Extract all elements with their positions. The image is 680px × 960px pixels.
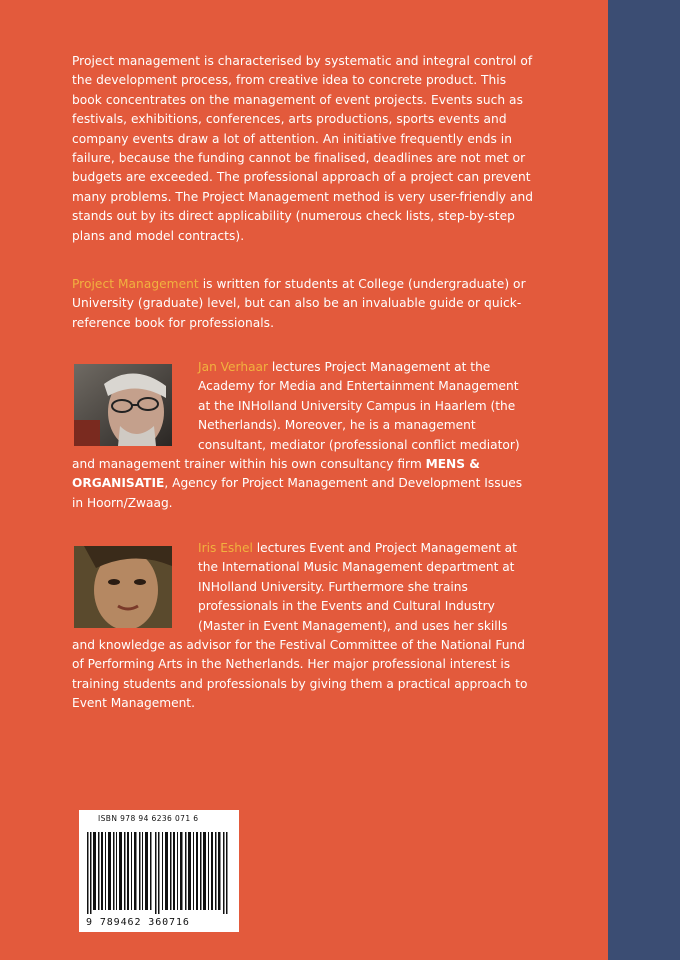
barcode-icon	[87, 832, 231, 914]
author1-firm: MENS & ORGANISATIE	[72, 457, 480, 491]
intro-text: Project management is characterised by systematic and integral control of the development process, from creative idea to concrete product. This book concentrates on the management of event projects. Events such as festivals, exhibitions, conferences, arts productions, sports events and company events draw a lot of attention. An initiative frequently ends in failure, because the funding cannot be finalised, deadlines are not met or budgets are exceeded. The professional approach of a project can prevent many problems. The Project Management method is very user-friendly and stands out by its direct applicability (numerous check lists, step-by-step plans and model contracts).	[72, 54, 534, 243]
author2-text: lectures Event and Project Management at the International Music Management department at INHolland University. Furthermore she trains professionals in the Events and Cultural Industry (Master in Event Management), and uses her skills and knowledge as advisor for the Festival Committee of the National Fund of Performing Arts in the Netherlands. Her major professional interest is training students and professionals by giving them a practical approach to Event Management.	[72, 541, 528, 711]
book-title-highlight: Project Management	[72, 277, 199, 291]
audience-paragraph	[72, 275, 534, 333]
author-name-jan-verhaar: Jan Verhaar	[198, 360, 269, 374]
barcode-label	[79, 810, 239, 932]
book-spine	[608, 0, 680, 960]
author1-text-b: , Agency for Project Management and Development Issues in Hoorn/Zwaag.	[72, 476, 523, 510]
ean-digits: 9 789462 360716	[86, 917, 190, 928]
intro-paragraph	[72, 52, 534, 246]
author-name-iris-eshel: Iris Eshel	[198, 541, 253, 555]
author-bio-iris-eshel	[72, 539, 534, 714]
author-bio-jan-verhaar	[72, 358, 534, 513]
isbn-number: ISBN 978 94 6236 071 6	[98, 814, 199, 823]
author1-text-a: lectures Project Management at the Academy for Media and Entertainment Management at the INHolland University Campus in Haarlem (the Netherlands). Moreover, he is a management consultant, mediator (professional conflict mediator) and management trainer within his own consultancy firm	[72, 360, 520, 472]
audience-text: is written for students at College (undergraduate) or University (graduate) level, but can also be an invaluable guide or quick-reference book for professionals.	[72, 277, 526, 330]
